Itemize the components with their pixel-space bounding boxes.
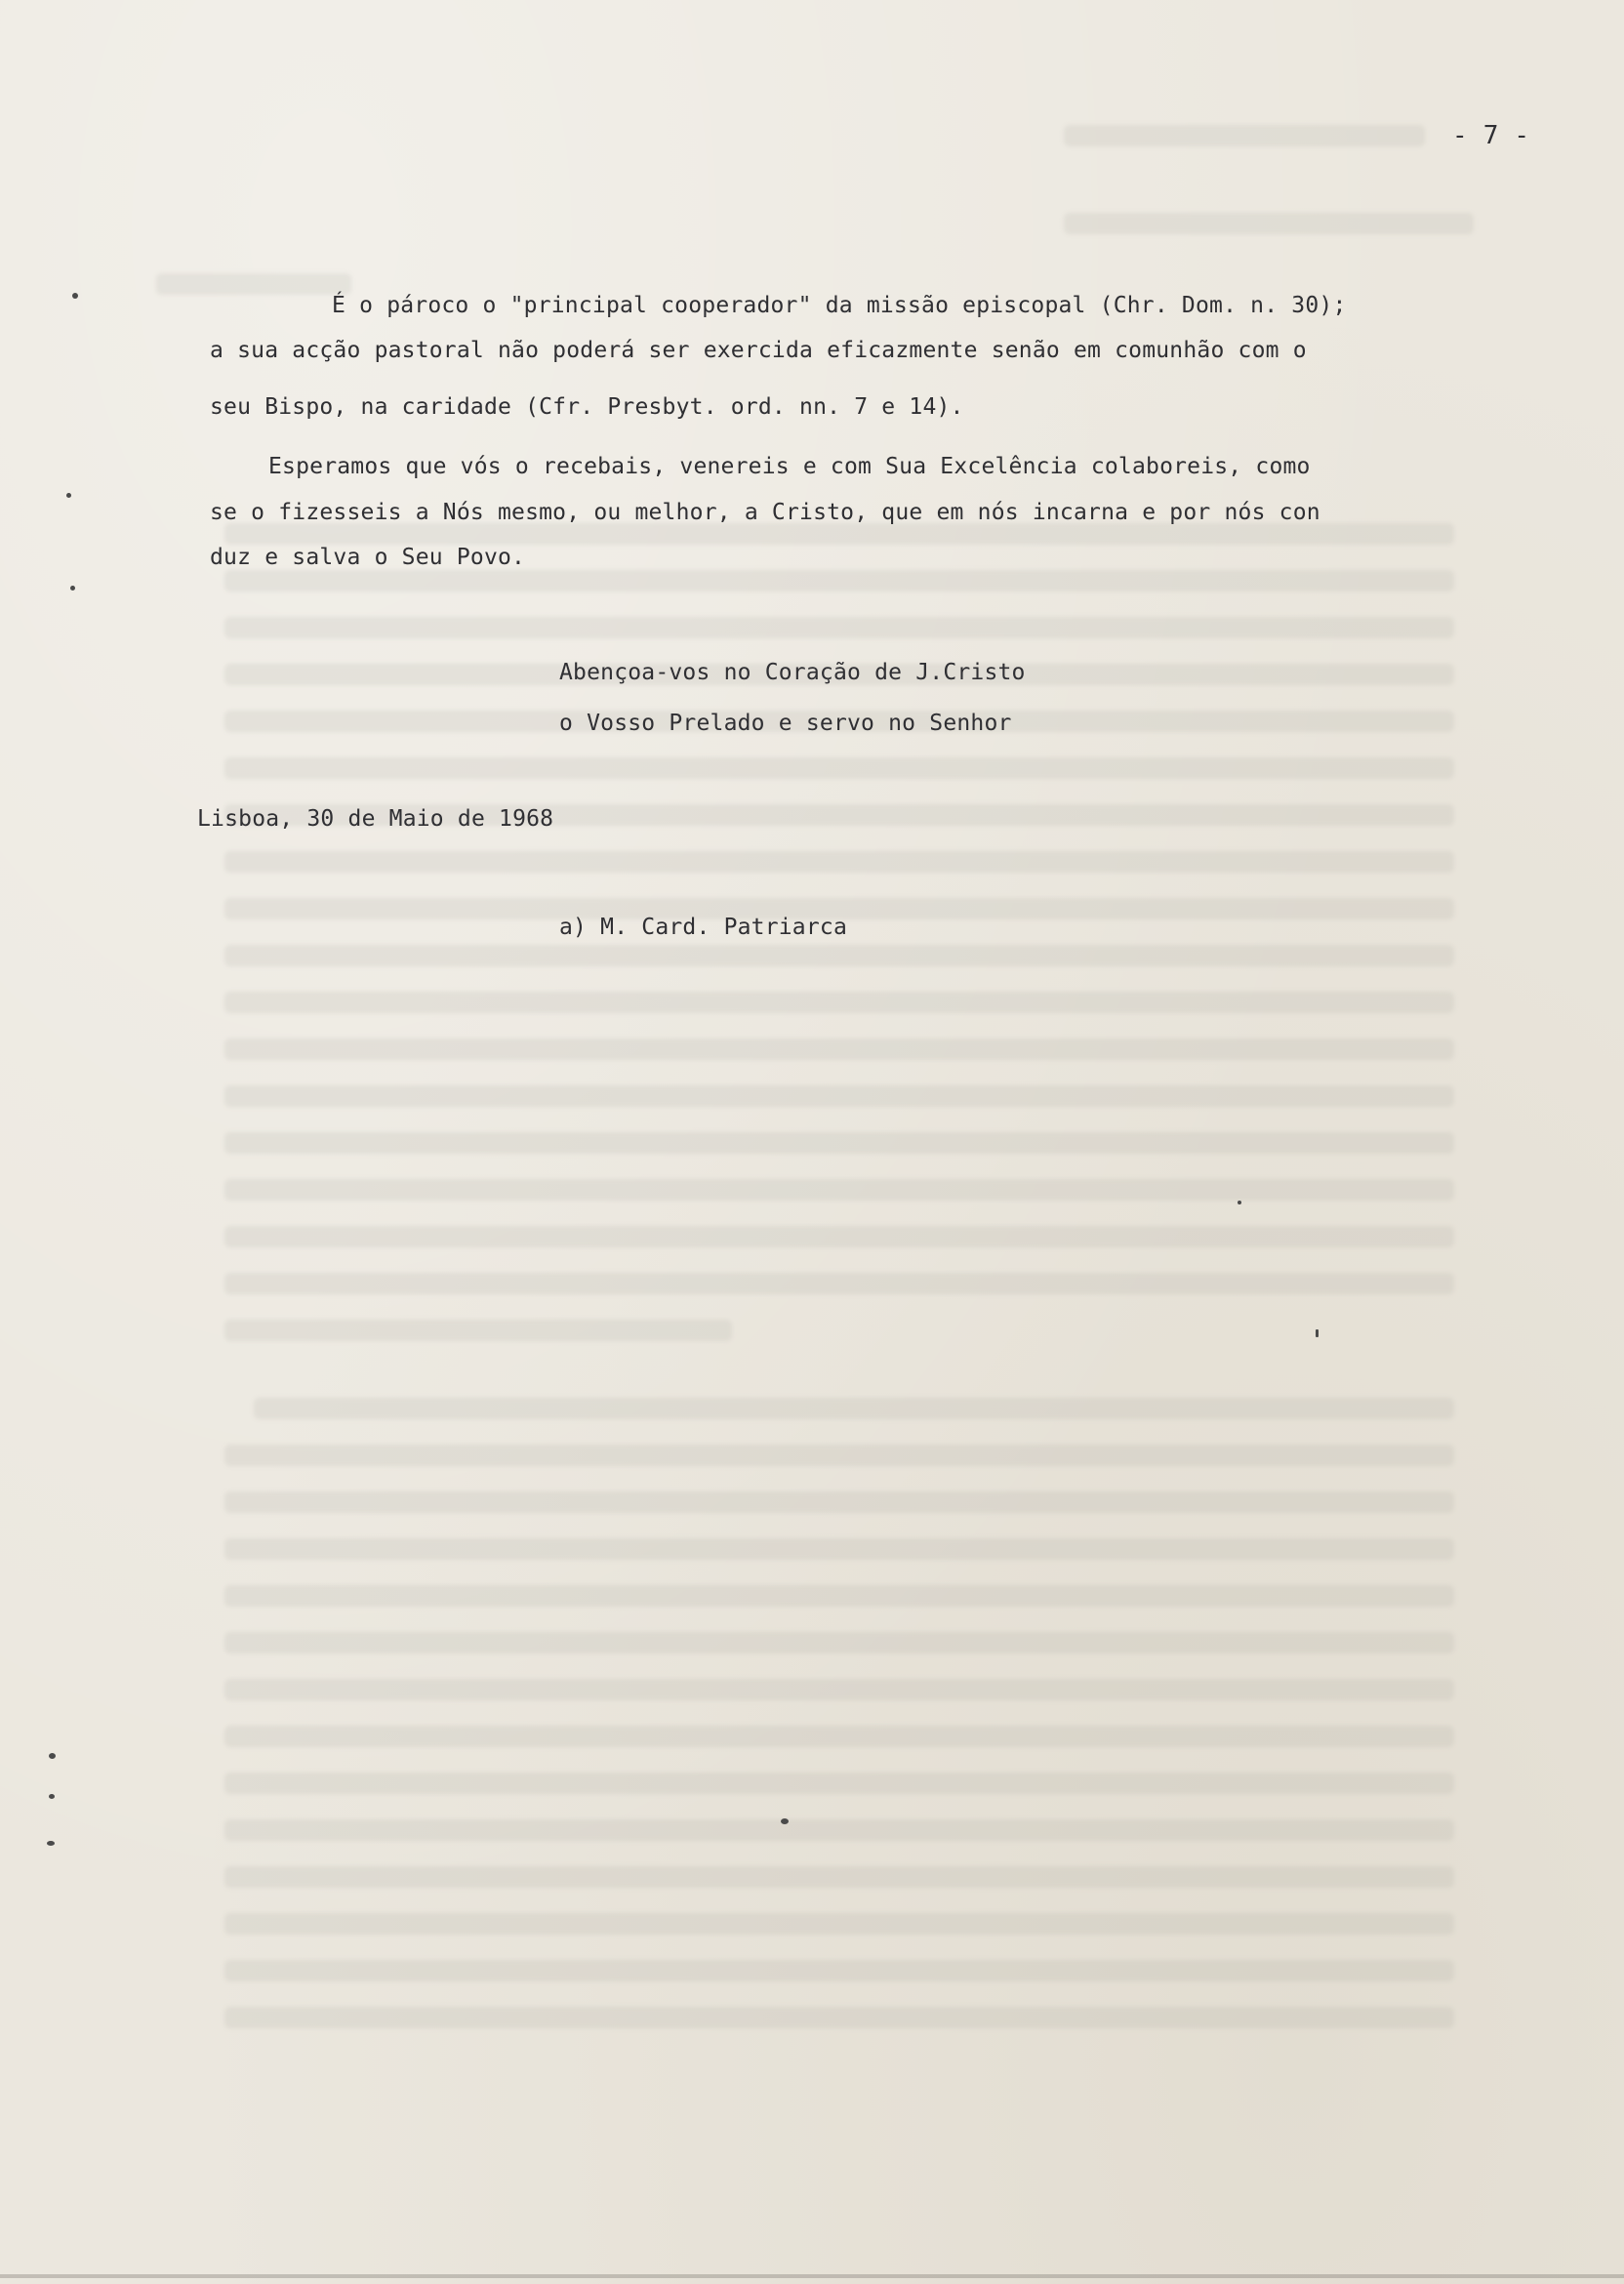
ink-speck bbox=[47, 1841, 55, 1846]
ink-speck bbox=[66, 493, 71, 498]
signature: a) M. Card. Patriarca bbox=[559, 915, 847, 940]
ink-speck bbox=[49, 1753, 56, 1759]
place-date: Lisboa, 30 de Maio de 1968 bbox=[197, 806, 554, 832]
body-line: a sua acção pastoral não poderá ser exercida eficazmente senão em comunhão com o bbox=[210, 338, 1307, 363]
ink-speck bbox=[72, 293, 78, 299]
ink-speck bbox=[1316, 1329, 1319, 1337]
body-line: seu Bispo, na caridade (Cfr. Presbyt. ord. nn. 7 e 14). bbox=[210, 394, 964, 420]
body-line: É o pároco o "principal cooperador" da missão episcopal (Chr. Dom. n. 30); bbox=[332, 293, 1347, 318]
ink-speck bbox=[781, 1818, 789, 1824]
page-number: - 7 - bbox=[1452, 121, 1530, 150]
body-line: Esperamos que vós o recebais, venereis e com Sua Excelência colaboreis, como bbox=[268, 454, 1311, 479]
closing-blessing: Abençoa-vos no Coração de J.Cristo bbox=[559, 660, 1026, 685]
ink-speck bbox=[49, 1794, 55, 1799]
ink-speck bbox=[1238, 1201, 1241, 1204]
ink-speck bbox=[70, 586, 75, 591]
body-line: se o fizesseis a Nós mesmo, ou melhor, a Cristo, que em nós incarna e por nós con bbox=[210, 500, 1320, 525]
body-line: duz e salva o Seu Povo. bbox=[210, 545, 526, 570]
closing-prelate: o Vosso Prelado e servo no Senhor bbox=[559, 711, 1012, 736]
page-bottom-edge bbox=[0, 2274, 1624, 2278]
